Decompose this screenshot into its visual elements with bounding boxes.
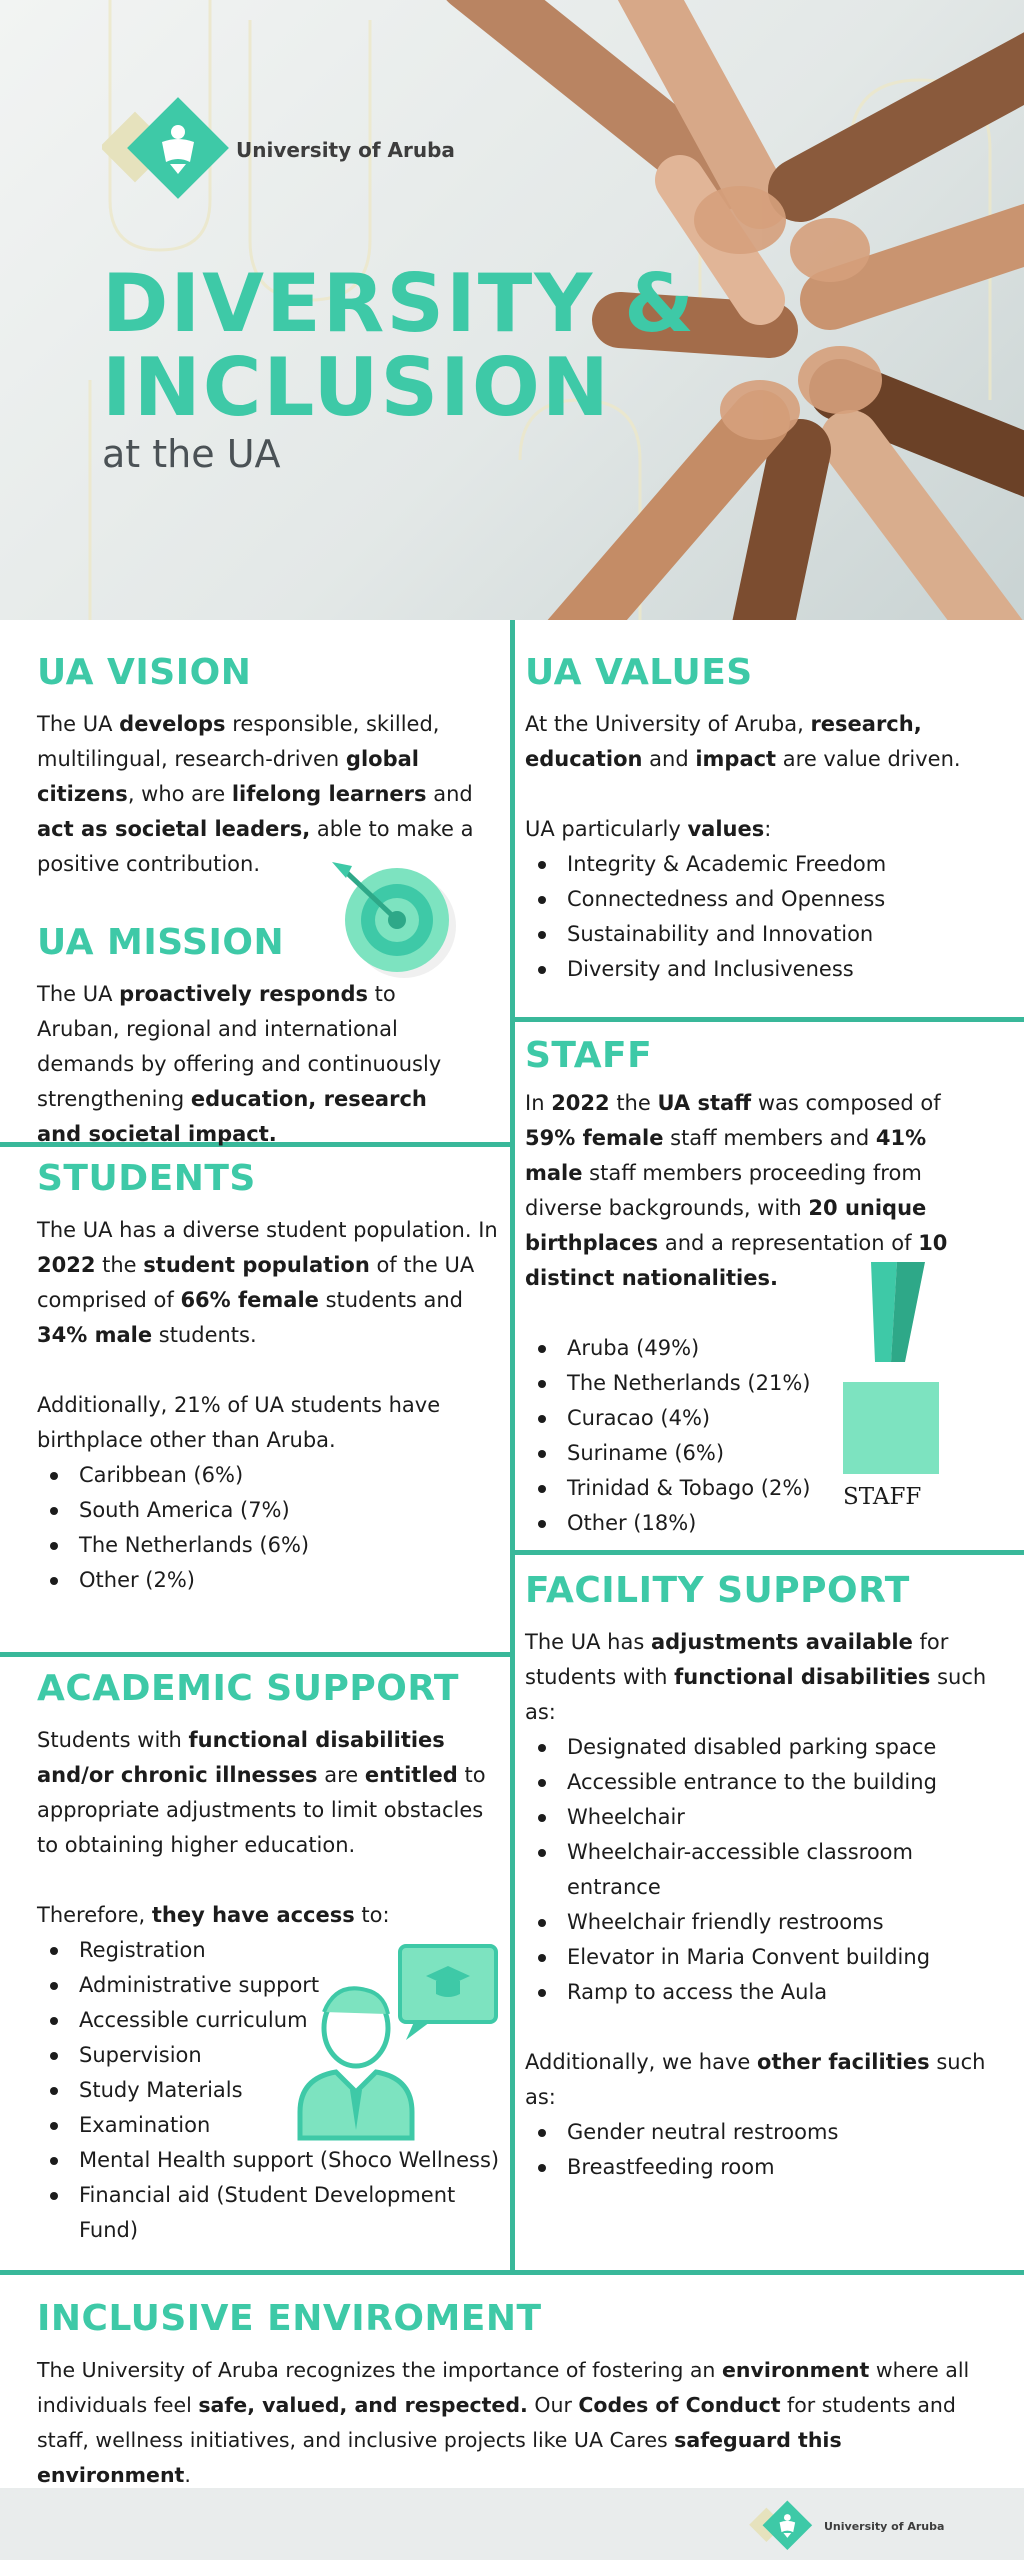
list-item: South America (7%)	[37, 1493, 502, 1528]
hero-banner	[0, 0, 1024, 620]
row-divider-right-2	[512, 1550, 1024, 1555]
row-divider-right-1	[512, 1017, 1024, 1022]
mission-text: The UA proactively responds to Aruban, regional and international demands by offering and continuously strengthening education, research and societal impact.	[37, 982, 442, 1146]
list-item: Designated disabled parking space	[525, 1730, 995, 1765]
facility-other-intro: Additionally, we have other facilities such as:	[525, 2050, 986, 2109]
graduate-person-icon	[296, 1942, 502, 2142]
ua-logo-icon	[102, 92, 232, 207]
footer	[0, 2488, 1024, 2560]
list-item: Study Materials	[37, 2073, 507, 2108]
list-item: Breastfeeding room	[525, 2150, 995, 2185]
academic-title: ACADEMIC SUPPORT	[37, 1668, 459, 1709]
vision-text: The UA develops responsible, skilled, multilingual, research-driven global citizens, who are lifelong learners and act as societal leaders, able to make a positive contribution.	[37, 712, 474, 876]
list-item: Elevator in Maria Convent building	[525, 1940, 995, 1975]
values-section	[525, 652, 995, 987]
students-section	[37, 1158, 502, 1598]
title-line-1: DIVERSITY &	[102, 257, 696, 350]
list-item: Registration	[37, 1933, 507, 1968]
academic-text: Students with functional disabilities and/or chronic illnesses are entitled to appropriate adjustments to limit obstacles to obtaining higher education.	[37, 1728, 486, 1857]
row-divider-full	[0, 2270, 1024, 2275]
students-text: The UA has a diverse student population. In 2022 the student population of the UA comprised of 66% female students and 34% male students.	[37, 1218, 498, 1347]
list-item: Caribbean (6%)	[37, 1458, 502, 1493]
list-item: Integrity & Academic Freedom	[525, 847, 995, 882]
list-item: Mental Health support (Shoco Wellness)	[37, 2143, 507, 2178]
list-item: Diversity and Inclusiveness	[525, 952, 995, 987]
inclusive-title: INCLUSIVE ENVIROMENT	[37, 2298, 542, 2339]
list-item: Other (18%)	[525, 1506, 995, 1541]
university-logo	[102, 92, 455, 207]
facility-other-list	[525, 2115, 995, 2185]
facility-list	[525, 1730, 995, 2010]
mission-section	[37, 922, 477, 1152]
list-item: Accessible entrance to the building	[525, 1765, 995, 1800]
title-line-2: INCLUSION	[102, 341, 611, 434]
students-title: STUDENTS	[37, 1158, 256, 1199]
list-item: Ramp to access the Aula	[525, 1975, 995, 2010]
students-birthplace-text: Additionally, 21% of UA students have birthplace other than Aruba.	[37, 1393, 441, 1452]
inclusive-section	[37, 2298, 997, 2493]
values-title: UA VALUES	[525, 652, 753, 693]
page-subtitle: at the UA	[102, 432, 281, 476]
vision-title: UA VISION	[37, 652, 252, 693]
list-item: Connectedness and Openness	[525, 882, 995, 917]
list-item: The Netherlands (21%)	[525, 1366, 995, 1401]
staff-badge-label: STAFF	[843, 1484, 922, 1510]
list-item: Curacao (4%)	[525, 1401, 995, 1436]
staff-title: STAFF	[525, 1035, 653, 1076]
list-item: Trinidad & Tobago (2%)	[525, 1471, 995, 1506]
footer-logo	[742, 2498, 944, 2554]
list-item: Accessible curriculum	[37, 2003, 507, 2038]
ua-logo-icon	[742, 2498, 822, 2554]
staff-badge-icon	[835, 1262, 945, 1518]
students-list	[37, 1458, 502, 1598]
list-item: The Netherlands (6%)	[37, 1528, 502, 1563]
list-item: Suriname (6%)	[525, 1436, 995, 1471]
values-text: At the University of Aruba, research, education and impact are value driven.	[525, 712, 961, 771]
mission-title: UA MISSION	[37, 922, 285, 963]
academic-access-intro: Therefore, they have access to:	[37, 1903, 390, 1927]
list-item: Supervision	[37, 2038, 507, 2073]
list-item: Gender neutral restrooms	[525, 2115, 995, 2150]
column-divider	[510, 620, 515, 2275]
list-item: Examination	[37, 2108, 507, 2143]
facility-section	[525, 1570, 995, 2185]
staff-text: In 2022 the UA staff was composed of 59% female staff members and 41% male staff members proceeding from diverse backgrounds, with 20 unique birthplaces and a representation of 10 distinct nationalities.	[525, 1091, 948, 1290]
list-item: Aruba (49%)	[525, 1331, 995, 1366]
list-item: Other (2%)	[37, 1563, 502, 1598]
list-item: Financial aid (Student Development Fund)	[37, 2178, 507, 2248]
list-item: Administrative support	[37, 1968, 507, 2003]
list-item: Sustainability and Innovation	[525, 917, 995, 952]
values-intro: UA particularly values:	[525, 817, 772, 841]
row-divider-left-2	[0, 1652, 512, 1657]
logo-wordmark: University of Aruba	[236, 137, 455, 162]
footer-wordmark: University of Aruba	[824, 2519, 945, 2533]
values-list	[525, 847, 995, 987]
facility-text: The UA has adjustments available for students with functional disabilities such as:	[525, 1630, 987, 1724]
page-title	[102, 257, 696, 434]
list-item: Wheelchair-accessible classroom entrance	[525, 1835, 995, 1905]
facility-title: FACILITY SUPPORT	[525, 1570, 910, 1611]
list-item: Wheelchair	[525, 1800, 995, 1835]
inclusive-text: The University of Aruba recognizes the importance of fostering an environment where all individuals feel safe, valued, and respected. Our Codes of Conduct for students and staff, wellness initiatives, and inclusive projects like UA Cares safeguard this environment.	[37, 2358, 970, 2487]
list-item: Wheelchair friendly restrooms	[525, 1905, 995, 1940]
